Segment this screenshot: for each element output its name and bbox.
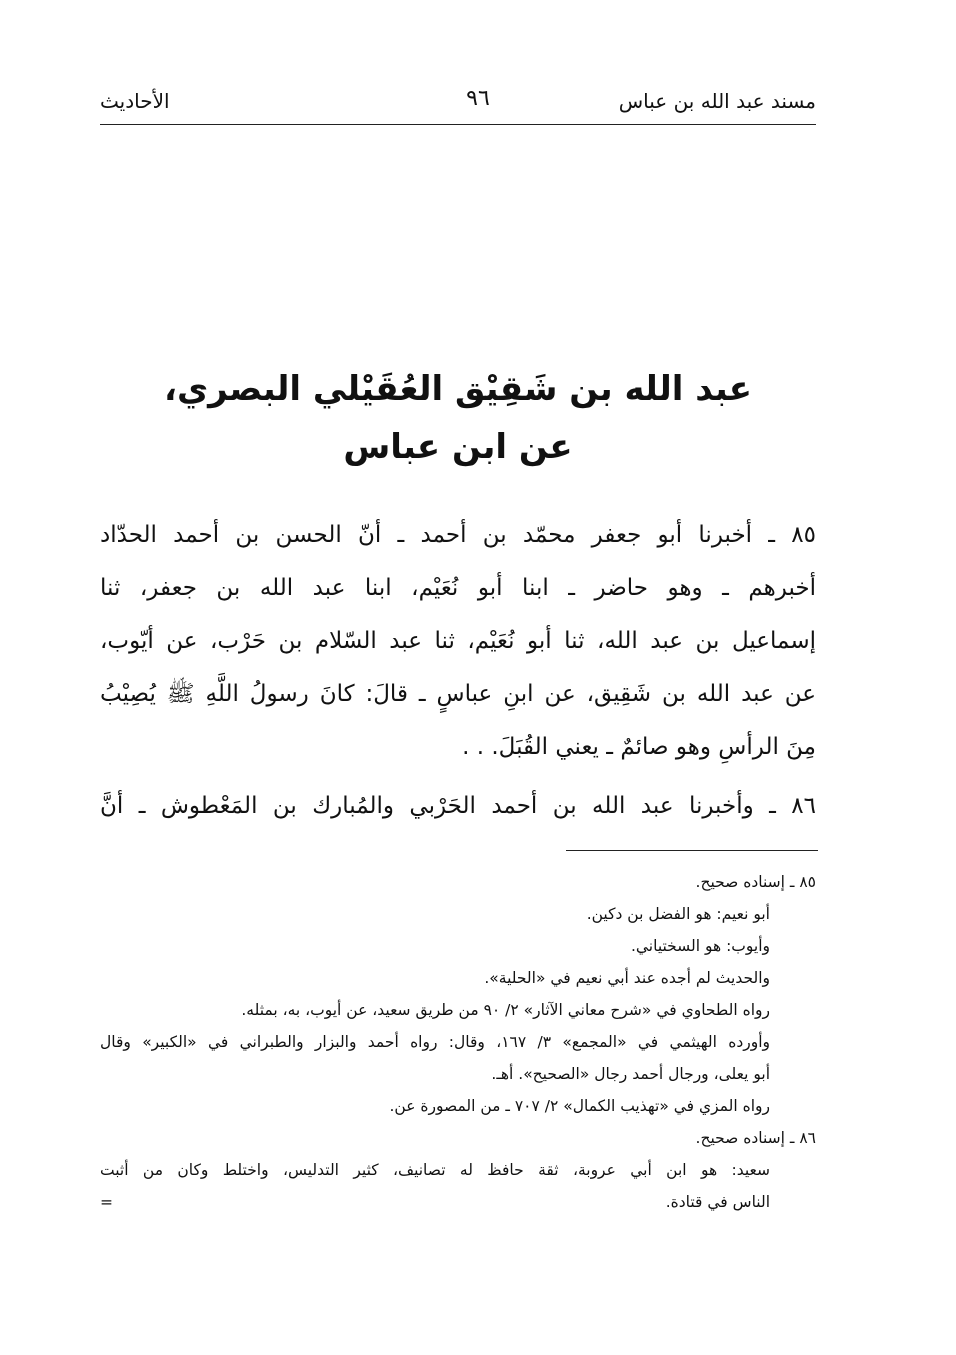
continuation-mark: = [100, 1193, 113, 1211]
footnote-line: ٨٥ ـ إسناده صحيح. [695, 873, 816, 891]
footnote-line: وأورده الهيثمي في «المجمع» ٣/ ١٦٧، وقال: رواه أحمد والبزار والطبراني في «الكبير» وقال [100, 1033, 771, 1051]
footnote-line: رواه الطحاوي في «شرح معاني الآثار» ٢/ ٩٠ من طريق سعيد، عن أيوب، به، بمثله. [241, 1001, 770, 1019]
chapter-title-line-1: عبد الله بن شَقِيْق العُقَيْلي البصري، [164, 369, 752, 409]
footnote-line: أبو نعيم: هو الفضل بن دكين. [586, 905, 770, 923]
footnote-separator [566, 850, 818, 851]
footnote-line: رواه المزي في «تهذيب الكمال» ٢/ ٧٠٧ ـ من المصورة عن. [389, 1097, 770, 1115]
main-text-line: عن عبد الله بن شَقِيق، عن ابنِ عباسٍ ـ قالَ: كانَ رسولُ اللَّهِ ﷺ يُصِيْبُ [100, 681, 816, 707]
footnote-line: سعيد: هو ابن أبي عروبة، ثقة حافظ له تصانيف، كثير التدليس، واختلط وكان من أثبت [100, 1161, 770, 1179]
footnote-line-text: الناس في قتادة. [665, 1193, 770, 1211]
footnotes [100, 866, 816, 1218]
main-text-line: أخبرهم ـ وهو حاضر ـ ابنا أبو نُعَيْم، ابنا عبد الله بن جعفر، ثنا [100, 575, 816, 601]
page-number: ٩٦ [466, 86, 490, 111]
footnote-line: أبو يعلى، ورجال أحمد رجال «الصحيح». أهـ. [491, 1065, 770, 1083]
main-text-line: ٨٥ ـ أخبرنا أبو جعفر محمّد بن أحمد ـ أنّ الحسن بن أحمد الحدّاد [100, 522, 816, 548]
chapter-title-line-2: عن ابن عباس [343, 427, 573, 467]
footnote-line: ٨٦ ـ إسناده صحيح. [695, 1129, 816, 1147]
main-text [100, 509, 816, 833]
main-text-line: إسماعيل بن عبد الله، ثنا أبو نُعَيْم، ثنا عبد السّلام بن حَرْب، عن أيّوب، [100, 628, 816, 654]
running-header-book-title: مسند عبد الله بن عباس [618, 89, 816, 113]
main-text-line: ٨٦ ـ وأخبرنا عبد الله بن أحمد الحَرْبي والمُبارك بن المَعْطوش ـ أنَّ [100, 793, 816, 819]
header-rule [100, 124, 816, 125]
running-header-section: الأحاديث [100, 89, 170, 113]
main-text-line: مِنَ الرأسِ وهو صائمٌ ـ يعني القُبَلَ. . . [462, 734, 816, 760]
footnote-line: وأيوب: هو السختياني. [630, 937, 770, 955]
footnote-line: والحديث لم أجده عند أبي نعيم في «الحلية». [484, 969, 770, 987]
footnote-line [100, 1186, 816, 1218]
